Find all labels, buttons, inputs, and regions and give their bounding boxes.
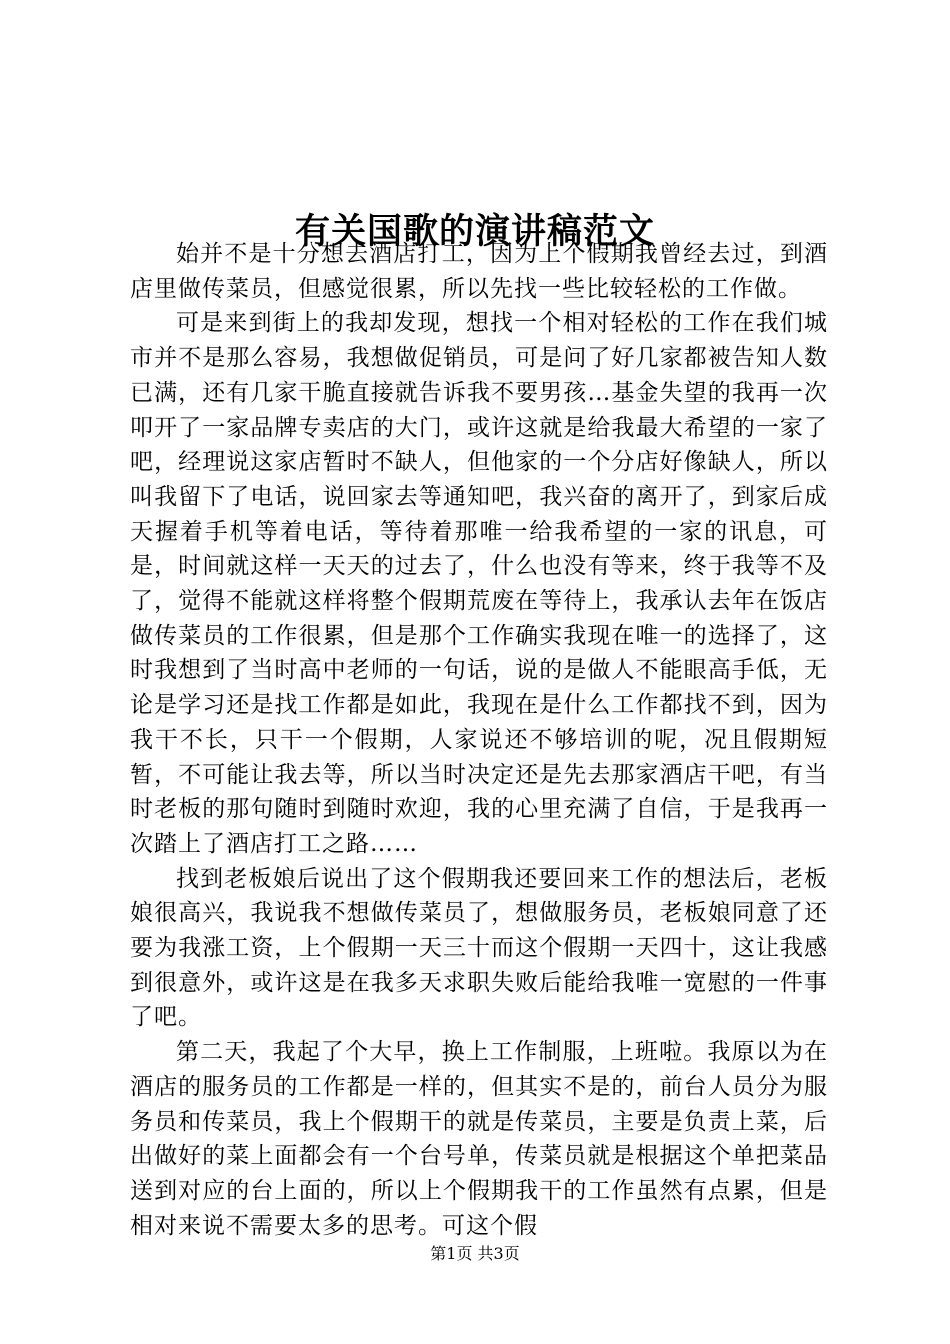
body-paragraph: 可是来到街上的我却发现，想找一个相对轻松的工作在我们城市并不是那么容易，我想做促销员，可是问了好几家都被告知人数已满，还有几家干脆直接就告诉我不要男孩…基金失望的我再一次叩开了一家品牌专卖店的大门，或许这就是给我最大希望的一家了吧，经理说这家店暂时不缺人，但他家的一个分店好像缺人，所以叫我留下了电话，说回家去等通知吧，我兴奋的离开了，到家后成天握着手机等着电话，等待着那唯一给我希望的一家的讯息，可是，时间就这样一天天的过去了，什么也没有等来，终于我等不及了，觉得不能就这样将整个假期荒废在等待上，我承认去年在饭店做传菜员的工作很累，但是那个工作确实我现在唯一的选择了，这时我想到了当时高中老师的一句话，说的是做人不能眼高手低，无论是学习还是找工作都是如此，我现在是什么工作都找不到，因为我干不长，只干一个假期，人家说还不够培训的呢，况且假期短暂，不可能让我去等，所以当时决定还是先去那家酒店干吧，有当时老板的那句随时到随时欢迎，我的心里充满了自信，于是我再一次踏上了酒店打工之路……	[130, 310, 828, 857]
page-title: 有关国歌的演讲稿范文	[294, 211, 655, 253]
body-paragraph: 第二天，我起了个大早，换上工作制服，上班啦。我原以为在酒店的服务员的工作都是一样的，但其实不是的，前台人员分为服务员和传菜员，我上个假期干的就是传菜员，主要是负责上菜，后出做好的菜上面都会有一个台号单，传菜员就是根据这个单把菜品送到对应的台上面的，所以上个假期我干的工作虽然有点累，但是相对来说不需要太多的思考。可这个假	[130, 1039, 828, 1239]
document-body	[130, 237, 828, 1243]
body-paragraph: 始并不是十分想去酒店打工，因为上个假期我曾经去过，到酒店里做传菜员，但感觉很累，所以先找一些比较轻松的工作做。	[130, 241, 828, 302]
page-number-footer: 第1页 共3页	[430, 1244, 520, 1263]
body-paragraph: 找到老板娘后说出了这个假期我还要回来工作的想法后，老板娘很高兴，我说我不想做传菜员了，想做服务员，老板娘同意了还要为我涨工资，上个假期一天三十而这个假期一天四十，这让我感到很意外，或许这是在我多天求职失败后能给我唯一宽慰的一件事了吧。	[130, 865, 828, 1031]
